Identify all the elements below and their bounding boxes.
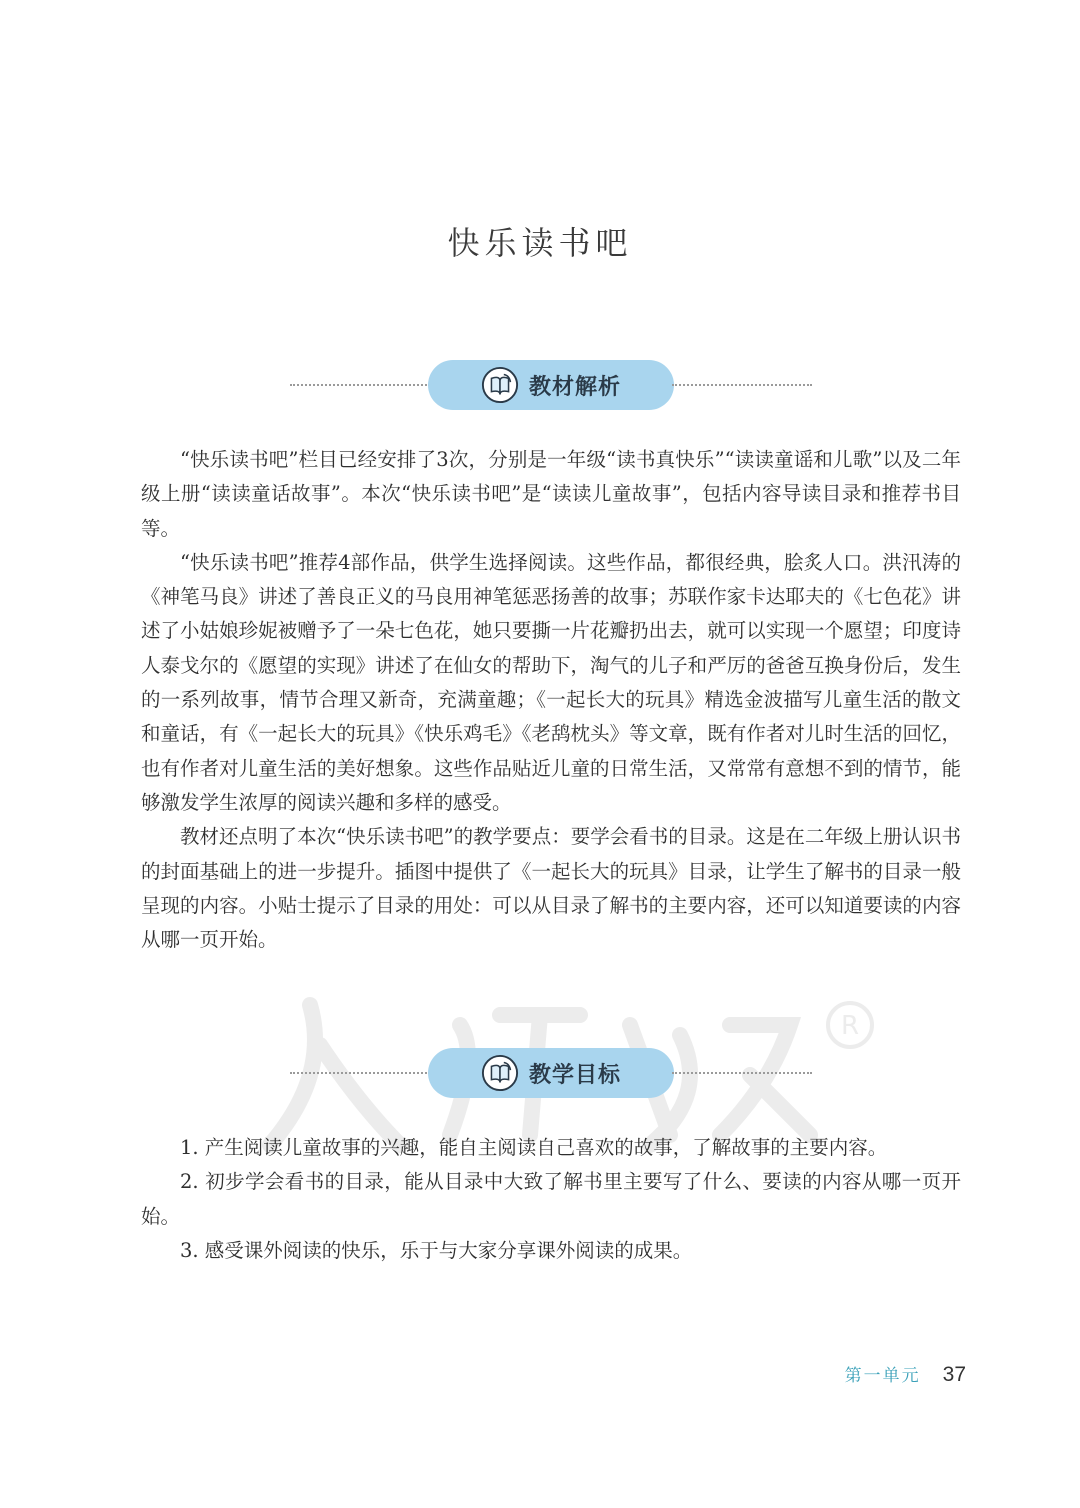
- list-item: 1. 产生阅读儿童故事的兴趣，能自主阅读自己喜欢的故事，了解故事的主要内容。: [180, 1136, 888, 1159]
- paragraph: 教材还点明了本次“快乐读书吧”的教学要点：要学会看书的目录。这是在二年级上册认识书的封面基础上的进一步提升。插图中提供了《一起长大的玩具》目录，让学生了解书的目录一般呈现的内容。小贴士提示了目录的用处：可以从目录了解书的主要内容，还可以知道要读的内容从哪一页开始。: [141, 825, 961, 952]
- book-reading-icon: [481, 366, 519, 404]
- page-number: 37: [942, 1363, 966, 1386]
- dotted-divider-right: [672, 384, 812, 386]
- svg-text:R: R: [840, 1011, 860, 1041]
- section-heading: 教材解析: [528, 374, 621, 400]
- page-footer: [845, 1361, 966, 1387]
- unit-label: 第一单元: [844, 1366, 921, 1386]
- dotted-divider-left: [290, 1072, 430, 1074]
- section-pill: [428, 1048, 674, 1098]
- section-header-analysis: [290, 360, 812, 410]
- dotted-divider-left: [290, 384, 430, 386]
- goals-list: [141, 1131, 961, 1268]
- section-header-goals: [290, 1048, 812, 1098]
- list-item: 2. 初步学会看书的目录，能从目录中大致了解书里主要写了什么、要读的内容从哪一页开始。: [141, 1170, 961, 1228]
- section-heading: 教学目标: [528, 1062, 621, 1088]
- paragraph: “快乐读书吧”栏目已经安排了3次，分别是一年级“读书真快乐”“读读童谣和儿歌”以及二年级上册“读读童话故事”。本次“快乐读书吧”是“读读儿童故事”，包括内容导读目录和推荐书目等。: [141, 448, 961, 540]
- paragraph: “快乐读书吧”推荐4部作品，供学生选择阅读。这些作品，都很经典，脍炙人口。洪汛涛的《神笔马良》讲述了善良正义的马良用神笔惩恶扬善的故事；苏联作家卡达耶夫的《七色花》讲述了小姑娘珍妮被赠予了一朵七色花，她只要撕一片花瓣扔出去，就可以实现一个愿望；印度诗人泰戈尔的《愿望的实现》讲述了在仙女的帮助下，淘气的儿子和严厉的爸爸互换身份后，发生的一系列故事，情节合理又新奇，充满童趣；《一起长大的玩具》精选金波描写儿童生活的散文和童话，有《一起长大的玩具》《快乐鸡毛》《老鸹枕头》等文章，既有作者对儿时生活的回忆，也有作者对儿童生活的美好想象。这些作品贴近儿童的日常生活，又常常有意想不到的情节，能够激发学生浓厚的阅读兴趣和多样的感受。: [141, 550, 961, 814]
- section-pill: [428, 360, 674, 410]
- book-reading-icon: [481, 1054, 519, 1092]
- dotted-divider-right: [672, 1072, 812, 1074]
- page-title: 快乐读书吧: [447, 224, 633, 262]
- list-item: 3. 感受课外阅读的快乐，乐于与大家分享课外阅读的成果。: [180, 1238, 693, 1262]
- analysis-body: [141, 443, 961, 957]
